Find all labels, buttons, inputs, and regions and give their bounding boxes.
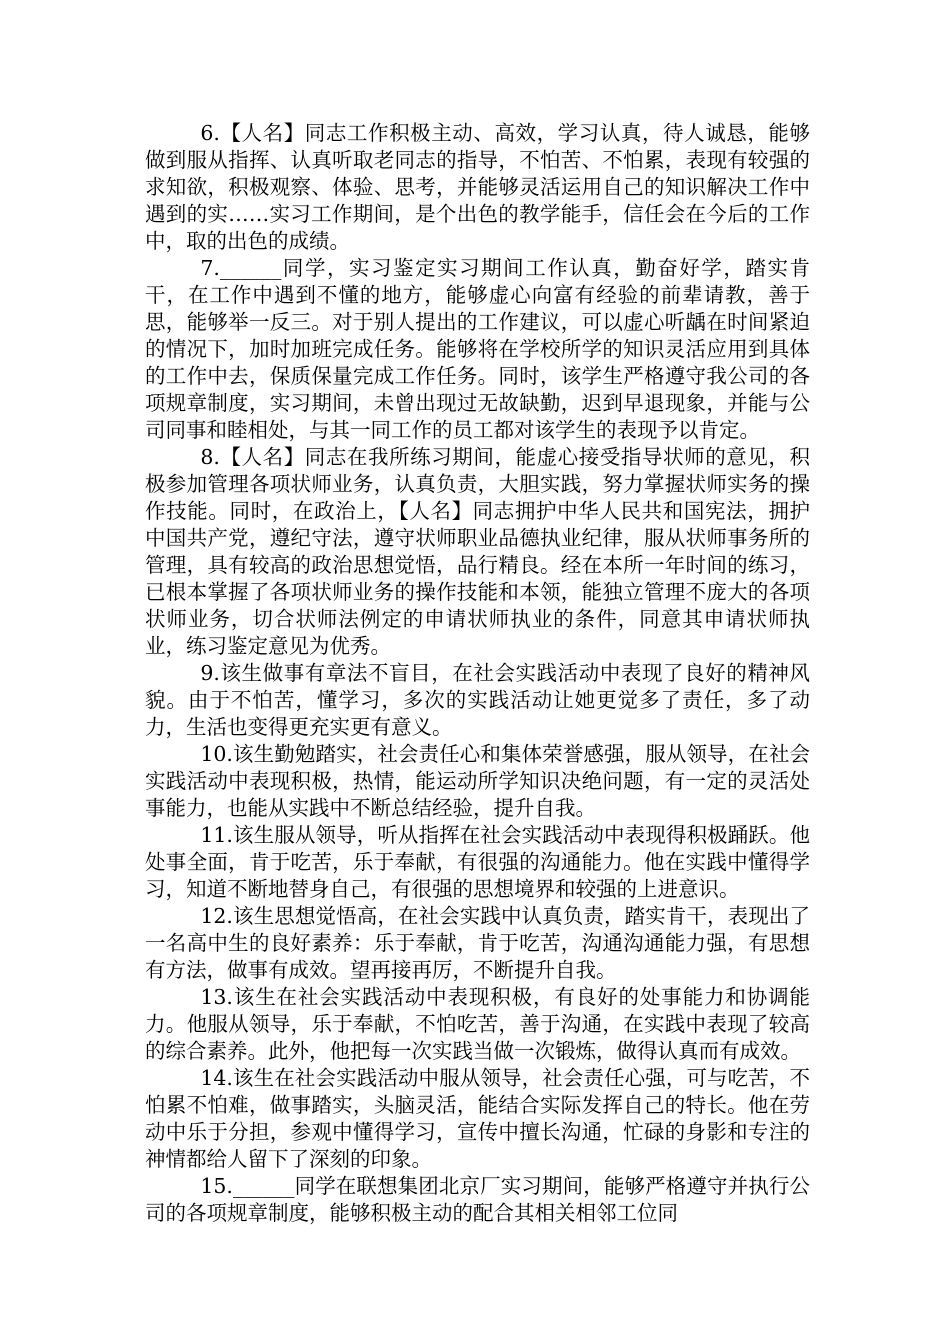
document-body bbox=[145, 120, 810, 1227]
paragraph-8: 8.【人名】同志在我所练习期间，能虚心接受指导状师的意见，积极参加管理各项状师业务，认真负责，大胆实践，努力掌握状师实务的操作技能。同时，在政治上，【人名】同志拥护中华人民共和国宪法，拥护中国共产党，遵纪守法，遵守状师职业品德执业纪律，服从状师事务所的管理，具有较高的政治思想觉悟，品行精良。经在本所一年时间的练习，已根本掌握了各项状师业务的操作技能和本领，能独立管理不庞大的各项状师业务，切合状师法例定的申请状师执业的条件，同意其申请状师执业，练习鉴定意见为优秀。 bbox=[145, 445, 810, 658]
paragraph-10: 10.该生勤勉踏实，社会责任心和集体荣誉感强，服从领导，在社会实践活动中表现积极，热情，能运动所学知识决绝问题，有一定的灵活处事能力，也能从实践中不断总结经验，提升自我。 bbox=[145, 742, 810, 820]
paragraph-7: 7.______同学，实习鉴定实习期间工作认真，勤奋好学，踏实肯干，在工作中遇到不懂的地方，能够虚心向富有经验的前辈请教，善于思，能够举一反三。对于别人提出的工作建议，可以虚心听龋在时间紧迫的情况下，加时加班完成任务。能够将在学校所学的知识灵活应用到具体的工作中去，保质保量完成工作任务。同时，该学生严格遵守我公司的各项规章制度，实习期间，未曾出现过无故缺勤，迟到早退现象，并能与公司同事和睦相处，与其一同工作的员工都对该学生的表现予以肯定。 bbox=[145, 256, 810, 442]
paragraph-11: 11.该生服从领导，听从指挥在社会实践活动中表现得积极踊跃。他处事全面，肯于吃苦，乐于奉献，有很强的沟通能力。他在实践中懂得学习，知道不断地替身自己，有很强的思想境界和较强的上进意识。 bbox=[145, 823, 810, 901]
paragraph-13: 13.该生在社会实践活动中表现积极，有良好的处事能力和协调能力。他服从领导，乐于奉献，不怕吃苦，善于沟通，在实践中表现了较高的综合素养。此外，他把每一次实践当做一次锻炼，做得认真而有成效。 bbox=[145, 985, 810, 1063]
paragraph-12: 12.该生思想觉悟高，在社会实践中认真负责，踏实肯干，表现出了一名高中生的良好素养：乐于奉献，肯于吃苦，沟通沟通能力强，有思想有方法，做事有成效。望再接再厉，不断提升自我。 bbox=[145, 904, 810, 982]
paragraph-6: 6.【人名】同志工作积极主动、高效，学习认真，待人诚恳，能够做到服从指挥、认真听取老同志的指导，不怕苦、不怕累，表现有较强的求知欲，积极观察、体验、思考，并能够灵活运用自己的知识解决工作中遇到的实……实习工作期间，是个出色的教学能手，信任会在今后的工作中，取的出色的成绩。 bbox=[145, 121, 810, 253]
paragraph-9: 9.该生做事有章法不盲目，在社会实践活动中表现了良好的精神风貌。由于不怕苦，懂学习，多次的实践活动让她更觉多了责任，多了动力，生活也变得更充实更有意义。 bbox=[145, 661, 810, 739]
paragraph-14: 14.该生在社会实践活动中服从领导，社会责任心强，可与吃苦，不怕累不怕难，做事踏实，头脑灵活，能结合实际发挥自己的特长。他在劳动中乐于分担，参观中懂得学习，宣传中擅长沟通，忙碌的身影和专注的神情都给人留下了深刻的印象。 bbox=[145, 1066, 810, 1171]
paragraph-15: 15.______同学在联想集团北京厂实习期间，能够严格遵守并执行公司的各项规章制度，能够积极主动的配合其相关相邻工位同 bbox=[145, 1174, 810, 1225]
